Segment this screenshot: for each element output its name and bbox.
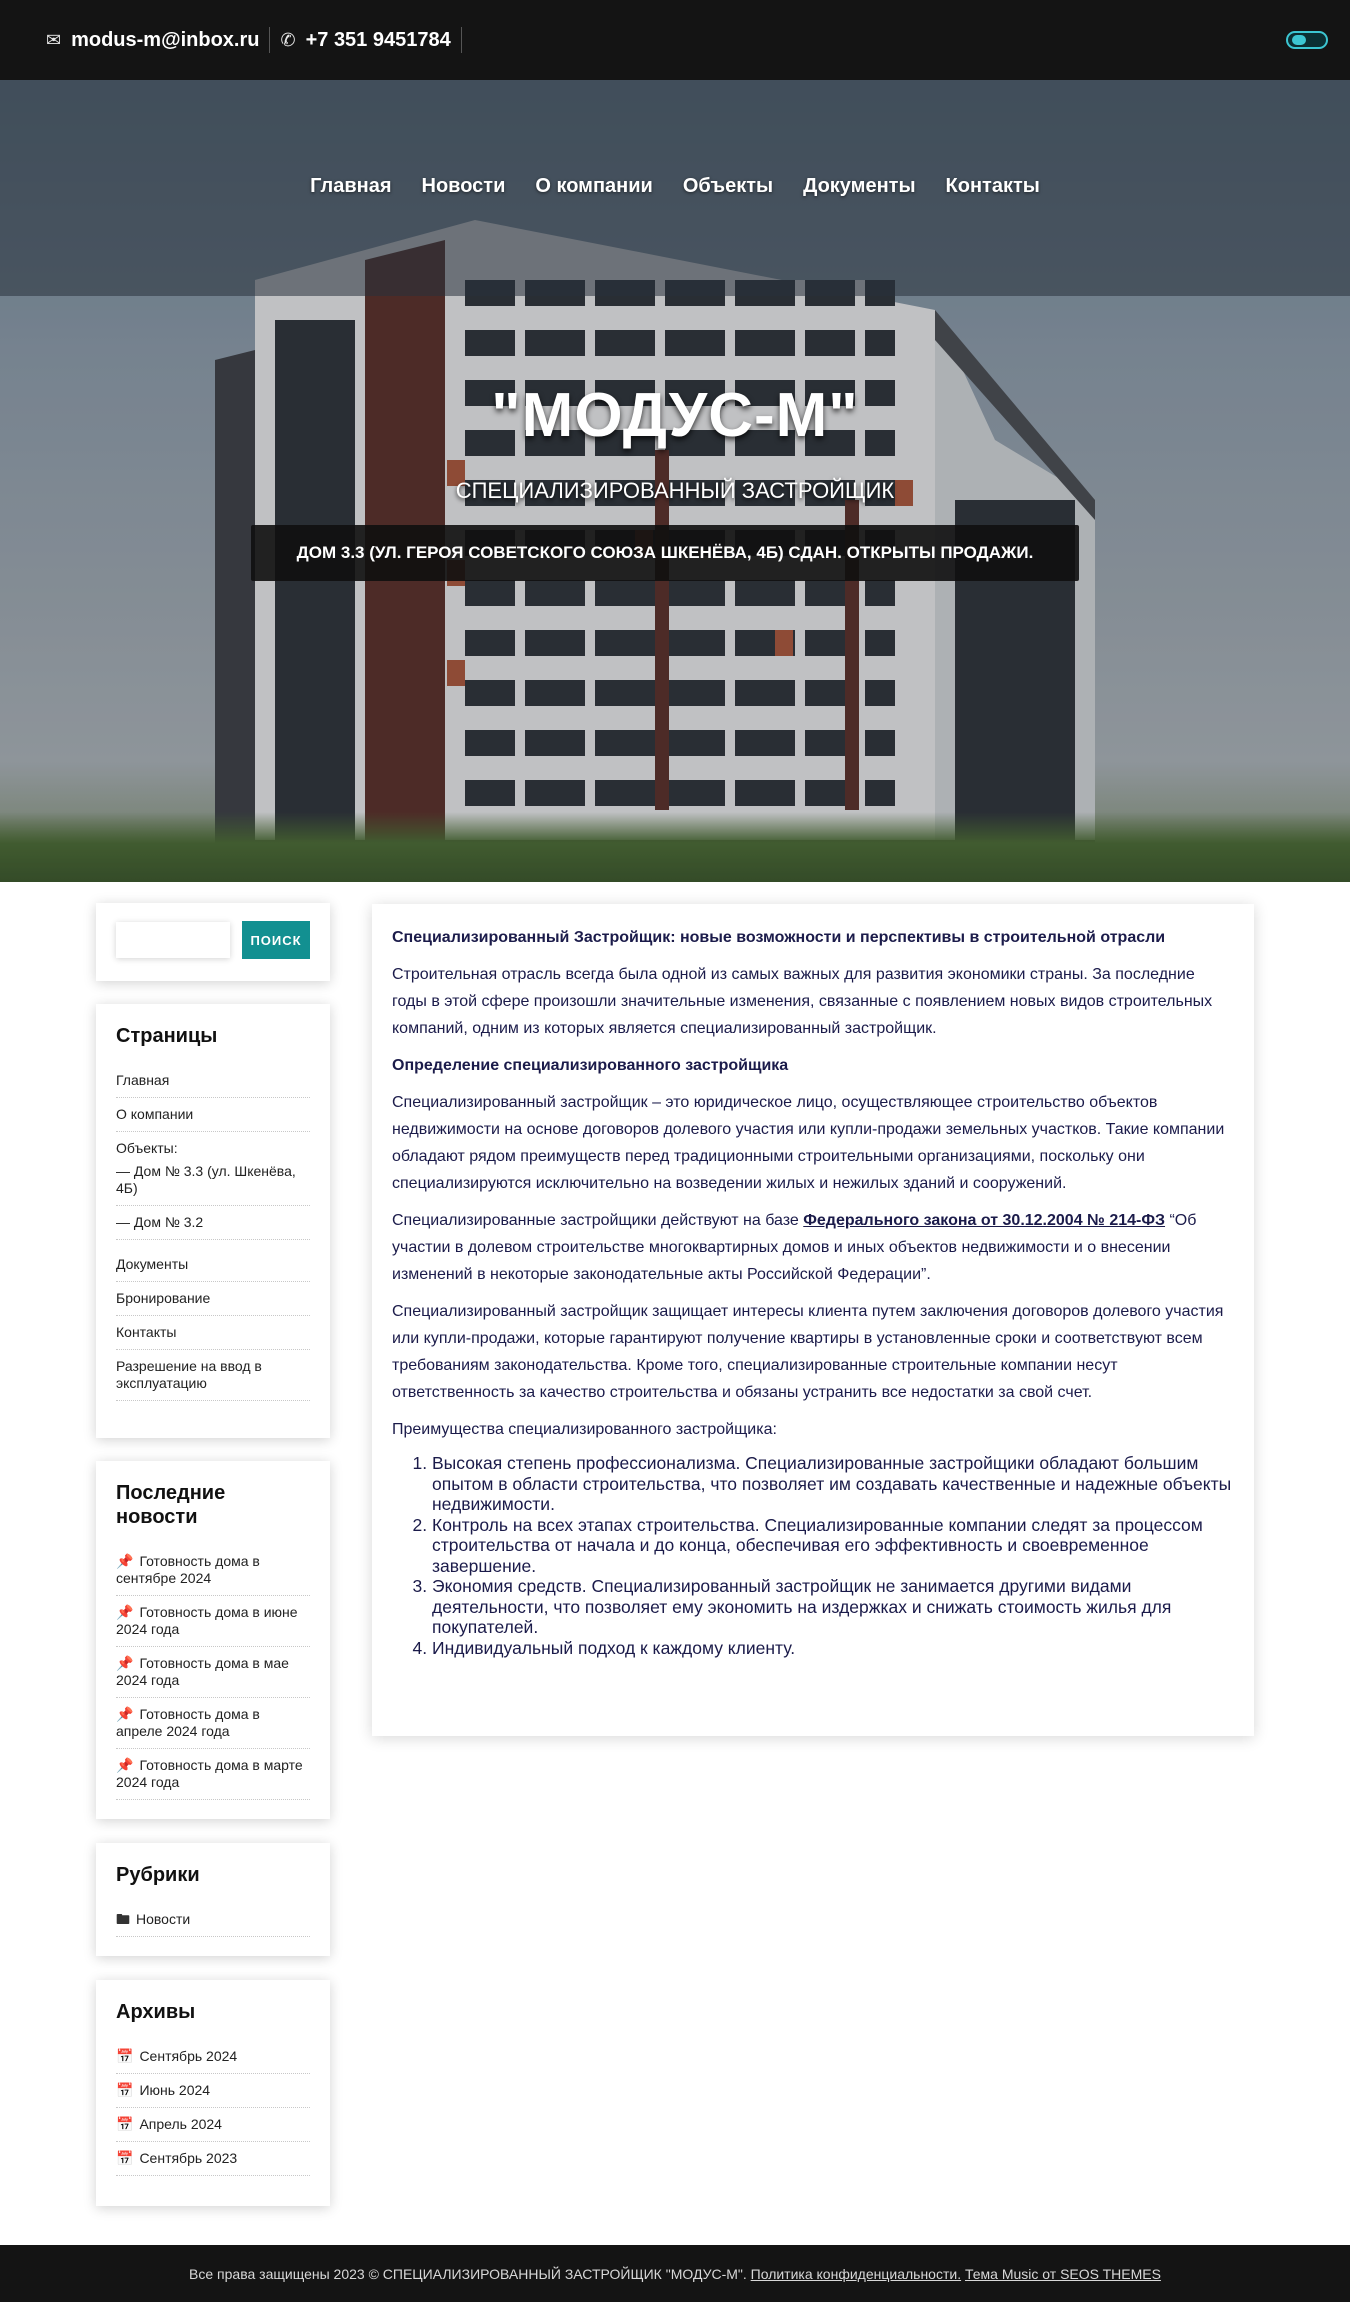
archive-item[interactable] (116, 2108, 310, 2142)
category-label[interactable]: Новости (136, 1911, 191, 1927)
page-link-documents[interactable]: Документы (116, 1240, 310, 1282)
nav-item-objects[interactable]: Объекты (682, 175, 774, 197)
news-item[interactable] (116, 1596, 310, 1647)
phone-contact[interactable] (280, 29, 450, 52)
article-subheading: Определение специализированного застройщика (392, 1057, 789, 1074)
announcement-text: ДОМ 3.3 (УЛ. ГЕРОЯ СОВЕТСКОГО СОЮЗА ШКЕНЁВА, 4Б) СДАН. ОТКРЫТЫ ПРОДАЖИ. (296, 543, 1034, 562)
theme-toggle[interactable] (1286, 31, 1328, 49)
pages-widget (96, 1004, 330, 1438)
archive-label[interactable]: Апрель 2024 (139, 2116, 222, 2132)
list-item: 4. Индивидуальный подход к каждому клиенту. (432, 1638, 1234, 1659)
page-link-about[interactable]: О компании (116, 1098, 310, 1132)
phone-icon: ✆ (280, 29, 296, 50)
article-heading: Специализированный Застройщик: новые возможности и перспективы в строительной отрасли (392, 929, 1166, 946)
news-item-label[interactable]: Готовность дома в мае 2024 года (116, 1655, 289, 1688)
search-widget (96, 903, 330, 981)
divider (461, 27, 462, 53)
calendar-icon: 📅 (116, 2150, 134, 2166)
pin-icon: 📌 (116, 1706, 134, 1722)
nav-item-home[interactable]: Главная (310, 175, 392, 197)
footer-copyright: Все права защищены 2023 © СПЕЦИАЛИЗИРОВАННЫЙ ЗАСТРОЙЩИК "МОДУС-М". (189, 2265, 747, 2282)
privacy-policy-link[interactable]: Политика конфиденциальности. (750, 2265, 962, 2282)
email-text[interactable]: modus-m@inbox.ru (71, 28, 260, 51)
pin-icon: 📌 (116, 1757, 134, 1773)
envelope-icon: ✉ (46, 29, 62, 50)
search-input[interactable] (116, 922, 230, 958)
hero-banner (0, 80, 1350, 882)
search-button[interactable]: ПОИСК (242, 921, 310, 959)
page-link-house-3-3[interactable]: — Дом № 3.3 (ул. Шкенёва, 4Б) (116, 1159, 310, 1206)
calendar-icon: 📅 (116, 2082, 134, 2098)
news-item-label[interactable]: Готовность дома в апреле 2024 года (116, 1706, 260, 1739)
news-item[interactable] (116, 1698, 310, 1749)
page-link-home[interactable]: Главная (116, 1064, 310, 1098)
search-form (116, 921, 310, 959)
page-link-contacts[interactable]: Контакты (116, 1316, 310, 1350)
calendar-icon: 📅 (116, 2048, 134, 2064)
law-text-after: “Об участии в долевом строительстве многоквартирных домов и иных объектов недвижимости и о внесении изменений в некоторые законодательные акты Российской Федерации”. (392, 1212, 1197, 1283)
pin-icon: 📌 (116, 1553, 134, 1569)
list-item: 1. Высокая степень профессионализма. Специализированные застройщики обладают большим опытом в области строительства, что позволяет им создавать качественные и надежные объекты недвижимости. (432, 1453, 1234, 1515)
theme-credit-link[interactable]: Тема Music от SEOS THEMES (964, 2265, 1161, 2282)
page-link-house-3-2[interactable]: — Дом № 3.2 (116, 1206, 310, 1240)
article-paragraph: Специализированный застройщик защищает интересы клиента путем заключения договоров долевого участия или купли-продажи, которые гарантируют получение квартиры в установленные сроки и соответствуют всем требованиям законодательства. Кроме того, специализированные строительные компании несут ответственность за качество строительства и обязаны устранить все недостатки за свой счет. (392, 1303, 1224, 1401)
pages-widget-title: Страницы (116, 1025, 218, 1047)
page-link-objects[interactable] (116, 1132, 310, 1159)
latest-news-widget (96, 1461, 330, 1819)
main-nav (0, 175, 1350, 198)
pages-list (116, 1064, 310, 1401)
categories-widget (96, 1843, 330, 1956)
categories-title: Рубрики (116, 1864, 200, 1886)
category-item[interactable] (116, 1903, 310, 1937)
article-paragraph: Преимущества специализированного застройщика: (392, 1421, 777, 1438)
news-item-label[interactable]: Готовность дома в марте 2024 года (116, 1757, 303, 1790)
archives-widget (96, 1980, 330, 2206)
pin-icon: 📌 (116, 1655, 134, 1671)
page-link-booking[interactable]: Бронирование (116, 1282, 310, 1316)
nav-item-documents[interactable]: Документы (803, 175, 916, 197)
folder-icon: 🖿 (116, 1911, 130, 1927)
news-item-label[interactable]: Готовность дома в сентябре 2024 (116, 1553, 260, 1586)
archive-label[interactable]: Сентябрь 2024 (139, 2048, 238, 2064)
archive-item[interactable] (116, 2074, 310, 2108)
article-paragraph-law (392, 1207, 1234, 1288)
page-link-permit[interactable]: Разрешение на ввод в эксплуатацию (116, 1350, 310, 1401)
email-contact[interactable] (46, 29, 259, 52)
calendar-icon: 📅 (116, 2116, 134, 2132)
archives-title: Архивы (116, 2001, 196, 2023)
latest-news-list (116, 1545, 310, 1800)
site-subtitle: СПЕЦИАЛИЗИРОВАННЫЙ ЗАСТРОЙЩИК (455, 478, 895, 503)
news-item[interactable] (116, 1647, 310, 1698)
news-item[interactable] (116, 1749, 310, 1800)
announcement-banner (251, 525, 1079, 581)
nav-item-contacts[interactable]: Контакты (945, 175, 1040, 197)
archive-label[interactable]: Июнь 2024 (139, 2082, 211, 2098)
latest-news-title: Последние новости (116, 1482, 226, 1528)
divider (269, 27, 270, 53)
article-content (372, 904, 1254, 1736)
page-link-objects-label[interactable]: Объекты: (116, 1140, 178, 1156)
article-paragraph: Строительная отрасль всегда была одной из самых важных для развития экономики страны. За последние годы в этой сфере произошли значительные изменения, связанные с появлением новых видов строительных компаний, одним из которых является специализированный застройщик. (392, 966, 1213, 1037)
archives-list (116, 2040, 310, 2176)
pin-icon: 📌 (116, 1604, 134, 1620)
law-text-before: Специализированные застройщики действуют на базе (392, 1212, 804, 1229)
nav-item-news[interactable]: Новости (421, 175, 506, 197)
archive-item[interactable] (116, 2040, 310, 2074)
phone-text[interactable]: +7 351 9451784 (305, 28, 451, 51)
archive-item[interactable] (116, 2142, 310, 2176)
list-item: 2. Контроль на всех этапах строительства. Специализированные компании следят за процессом строительства от начала и до конца, обеспечивая его эффективность и своевременное завершение. (432, 1515, 1234, 1577)
list-item: 3. Экономия средств. Специализированный застройщик не занимается другими видами деятельности, что позволяет ему экономить на издержках и снижать стоимость жилья для покупателей. (432, 1576, 1234, 1638)
advantages-list (392, 1453, 1234, 1658)
categories-list (116, 1903, 310, 1937)
article-paragraph: Специализированный застройщик – это юридическое лицо, осуществляющее строительство объектов недвижимости на основе договоров долевого участия или купли-продажи земельных участков. Такие компании обладают рядом преимуществ перед традиционными строительными организациями, поскольку они специализируются исключительно на возведении жилых и нежилых зданий и сооружений. (392, 1094, 1225, 1192)
federal-law-link[interactable]: Федерального закона от 30.12.2004 № 214-ФЗ (803, 1212, 1166, 1229)
site-title[interactable]: "МОДУС-М" (491, 381, 859, 450)
top-bar (0, 0, 1350, 80)
archive-label[interactable]: Сентябрь 2023 (139, 2150, 238, 2166)
news-item[interactable] (116, 1545, 310, 1596)
footer (0, 2245, 1350, 2302)
nav-item-about[interactable]: О компании (535, 175, 653, 197)
news-item-label[interactable]: Готовность дома в июне 2024 года (116, 1604, 298, 1637)
